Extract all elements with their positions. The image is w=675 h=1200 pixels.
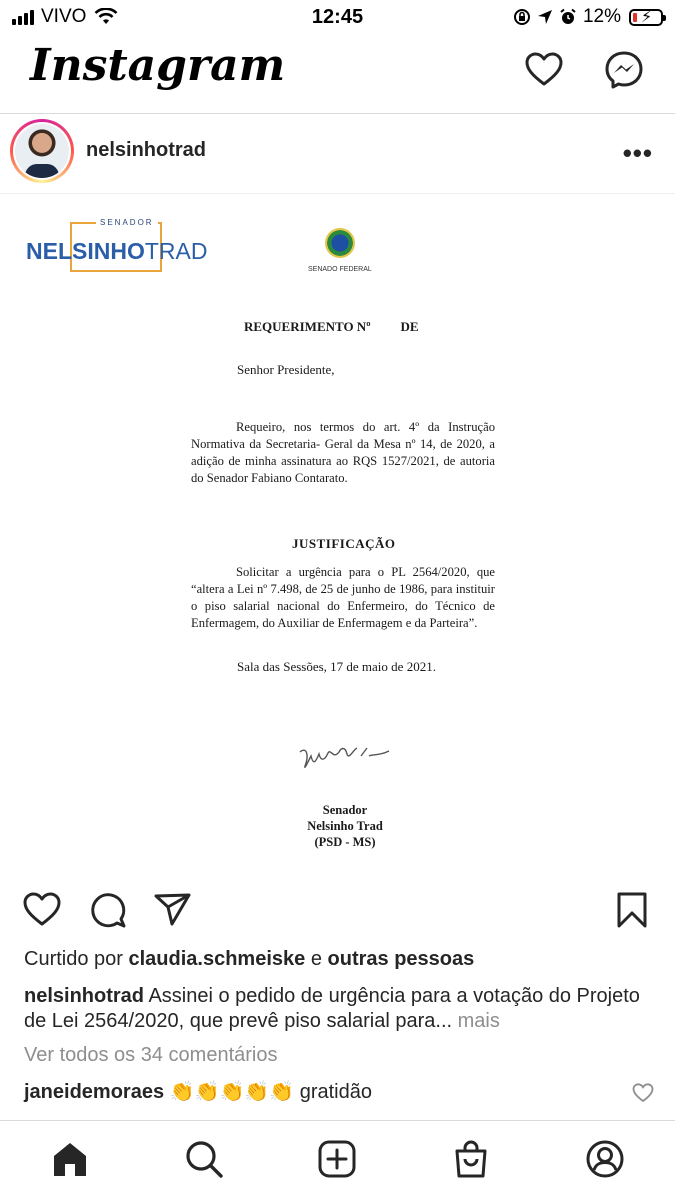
app-header — [0, 36, 675, 114]
bookmark-icon[interactable] — [612, 890, 652, 930]
more-options-button[interactable]: ••• — [622, 138, 653, 168]
comment-icon[interactable] — [88, 890, 128, 930]
document-paragraph-2: Solicitar a urgência para o PL 2564/2020, que “altera a Lei nº 7.498, de 25 de junho de 1986, para instituir o piso salarial nacional do Enfermeiro, do Técnico de Enfermagem, do Auxiliar de Enfermagem e da Parteira”. — [191, 565, 495, 630]
instagram-logo[interactable]: Instagram — [30, 40, 286, 91]
status-right — [513, 6, 663, 28]
document-paragraph-1: Requeiro, nos termos do art. 4º da Instrução Normativa da Secretaria- Geral da Mesa nº 14, de 2020, a adição de minha assinatura ao RQS 1527/2021, de autoria do Senador Fabiano Contarato. — [191, 420, 495, 485]
view-all-comments-link[interactable]: Ver todos os 34 comentários — [24, 1044, 278, 1066]
orientation-lock-icon — [513, 8, 531, 26]
avatar[interactable] — [10, 119, 74, 183]
shop-icon[interactable] — [451, 1139, 491, 1179]
liker-username: claudia.schmeiske — [128, 948, 306, 970]
clock: 12:45 — [311, 6, 364, 28]
alarm-icon — [559, 8, 577, 26]
bottom-navigation — [0, 1120, 675, 1200]
post-actions — [0, 882, 675, 936]
senate-seal — [308, 228, 372, 273]
caption-username[interactable]: nelsinhotrad — [24, 985, 145, 1007]
comment-like-icon[interactable] — [632, 1082, 654, 1104]
document-greeting: Senhor Presidente, — [237, 362, 335, 377]
share-icon[interactable] — [153, 890, 193, 930]
home-icon[interactable] — [50, 1139, 90, 1179]
caption-more-link[interactable]: mais — [457, 1010, 500, 1032]
search-icon[interactable] — [184, 1139, 224, 1179]
post-header — [0, 114, 675, 194]
signature — [295, 734, 395, 784]
likes-summary[interactable]: Curtido por claudia.schmeiske e outras pessoas — [24, 948, 475, 970]
heart-icon[interactable] — [524, 50, 564, 90]
justification-title: JUSTIFICAÇÃO — [292, 536, 396, 551]
seal-text: SENADO FEDERAL — [308, 266, 372, 273]
document-title: REQUERIMENTO Nº DE — [244, 319, 419, 334]
status-bar — [0, 0, 675, 36]
battery-percent: 12% — [582, 6, 621, 27]
comment-username[interactable]: janeidemoraes — [24, 1081, 165, 1103]
comment-text: 👏👏👏👏👏 gratidão — [169, 1081, 372, 1103]
messenger-icon[interactable] — [604, 50, 644, 90]
location-icon — [537, 9, 553, 25]
profile-icon[interactable] — [585, 1139, 625, 1179]
post-image-document[interactable]: SENADOR NELSINHOTRAD SENADO FEDERAL REQUERIMENTO Nº DE Senhor Presidente, Requeiro, nos termos do art. 4º da Instrução Normativa da Secretaria- Geral da Mesa nº 14, de 2020, a adição de minha assinatura ao RQS 1527/2021, de autoria do Senador Fabiano Contarato. JUSTIFICAÇÃO Solicitar a urgência para o PL 2564/2020, que “altera a Lei nº 7.498, de 25 de junho de 1986, para instituir o piso salarial nacional do Enfermeiro, do Técnico de Enfermagem, do Auxiliar de Enfermagem e da Parteira”. Sala das Sessões, 17 de maio de 2021. Senador Nelsinho Trad (PSD - MS) — [0, 194, 675, 874]
comment-item — [24, 1079, 372, 1104]
signer-block: Senador Nelsinho Trad (PSD - MS) — [307, 803, 383, 849]
carrier-name: VIVO — [41, 6, 87, 27]
coat-of-arms-icon — [325, 228, 355, 258]
add-post-icon[interactable] — [317, 1139, 357, 1179]
document-date-line: Sala das Sessões, 17 de maio de 2021. — [237, 659, 436, 674]
post-username[interactable]: nelsinhotrad — [86, 139, 207, 161]
post-caption: nelsinhotrad Assinei o pedido de urgência para a votação do Projeto de Lei 2564/2020, que prevê piso salarial para... mais — [24, 985, 640, 1032]
like-heart-icon[interactable] — [22, 890, 62, 930]
battery-icon: ⚡ — [629, 9, 663, 26]
